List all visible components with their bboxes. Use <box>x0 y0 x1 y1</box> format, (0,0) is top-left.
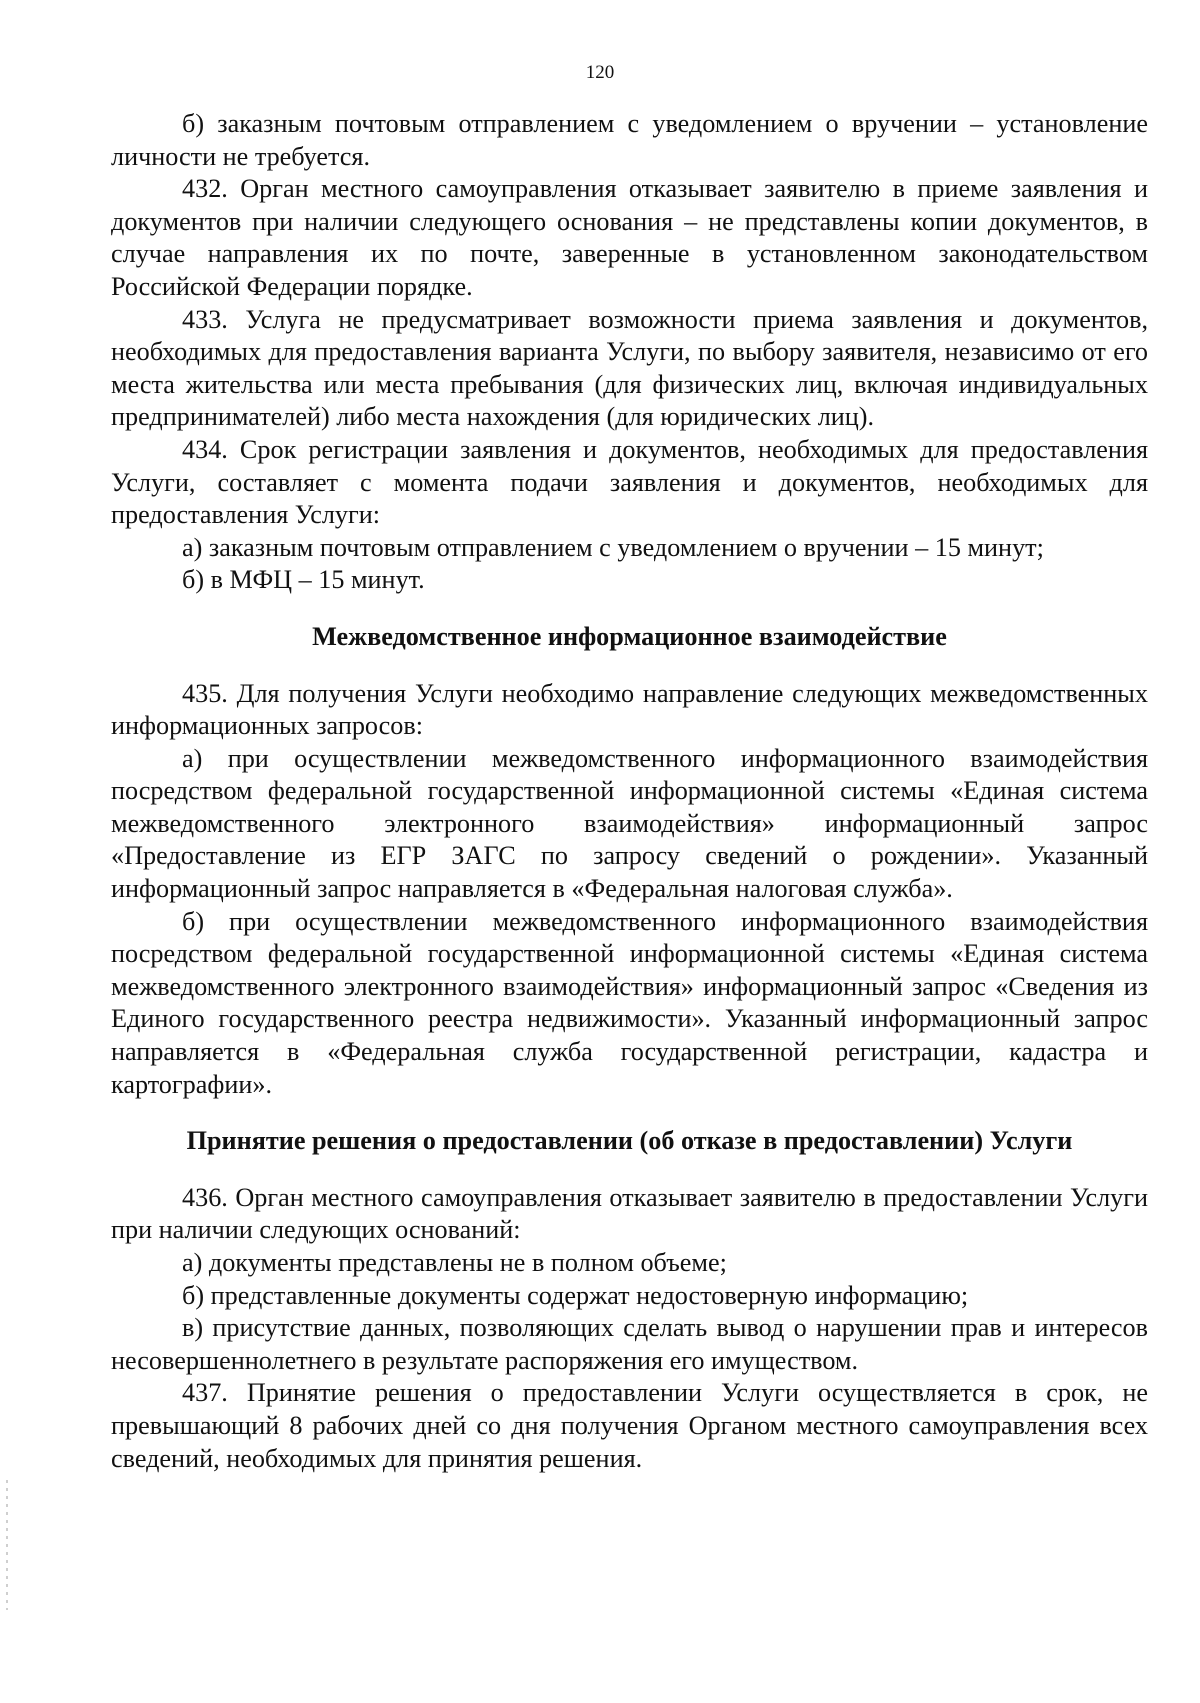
paragraph: а) заказным почтовым отправлением с уведомлением о вручении – 15 минут; <box>182 532 1044 562</box>
section-heading: Межведомственное информационное взаимодействие <box>312 621 947 651</box>
page-number: 120 <box>585 62 615 83</box>
paragraph: б) представленные документы содержат недостоверную информацию; <box>182 1280 969 1310</box>
paragraph: 437. Принятие решения о предоставлении Услуги осуществляется в срок, не превышающий 8 рабочих дней со дня получения Органом местного самоуправления всех сведений, необходимых для принятия решения. <box>111 1378 1148 1473</box>
paragraph: 436. Орган местного самоуправления отказывает заявителю в предоставлении Услуги при наличии следующих оснований: <box>111 1182 1148 1245</box>
scan-edge-mark <box>6 1480 8 1610</box>
paragraph: в) присутствие данных, позволяющих сделать вывод о нарушении прав и интересов несовершеннолетнего в результате распоряжения его имуществом. <box>111 1313 1148 1375</box>
paragraph: 435. Для получения Услуги необходимо направление следующих межведомственных информационных запросов: <box>111 678 1148 741</box>
paragraph: 434. Срок регистрации заявления и документов, необходимых для предоставления Услуги, составляет с момента подачи заявления и документов, необходимых для предоставления Услуги: <box>111 434 1148 530</box>
paragraph: б) в МФЦ – 15 минут. <box>182 565 425 595</box>
paragraph: 432. Орган местного самоуправления отказывает заявителю в приеме заявления и документов при наличии следующего основания – не представлены копии документов, в случае направления их по почте, заверенные в установленном законодательством Российской Федерации порядке. <box>111 174 1148 301</box>
paragraph: б) заказным почтовым отправлением с уведомлением о вручении – установление личности не требуется. <box>111 109 1148 171</box>
section-heading: Принятие решения о предоставлении (об отказе в предоставлении) Услуги <box>186 1126 1073 1156</box>
paragraph: а) при осуществлении межведомственного информационного взаимодействия посредством федеральной государственной информационной системы «Единая система межведомственного электронного взаимодействия» информационный запрос «Предоставление из ЕГР ЗАГС по запросу сведений о рождении». Указанный информационный запрос направляется в «Федеральная налоговая служба». <box>111 743 1148 904</box>
paragraph: б) при осуществлении межведомственного информационного взаимодействия посредством федеральной государственной информационной системы «Единая система межведомственного электронного взаимодействия» информационный запрос «Сведения из Единого государственного реестра недвижимости». Указанный информационный запрос направляется в «Федеральная служба государственной регистрации, кадастра и картографии». <box>111 906 1148 1099</box>
document-body <box>111 108 1148 1475</box>
paragraph: а) документы представлены не в полном объеме; <box>182 1248 727 1277</box>
paragraph: 433. Услуга не предусматривает возможности приема заявления и документов, необходимых для предоставления варианта Услуги, по выбору заявителя, независимо от его места жительства или места пребывания (для физических лиц, включая индивидуальных предпринимателей) либо места нахождения (для юридических лиц). <box>111 304 1148 432</box>
